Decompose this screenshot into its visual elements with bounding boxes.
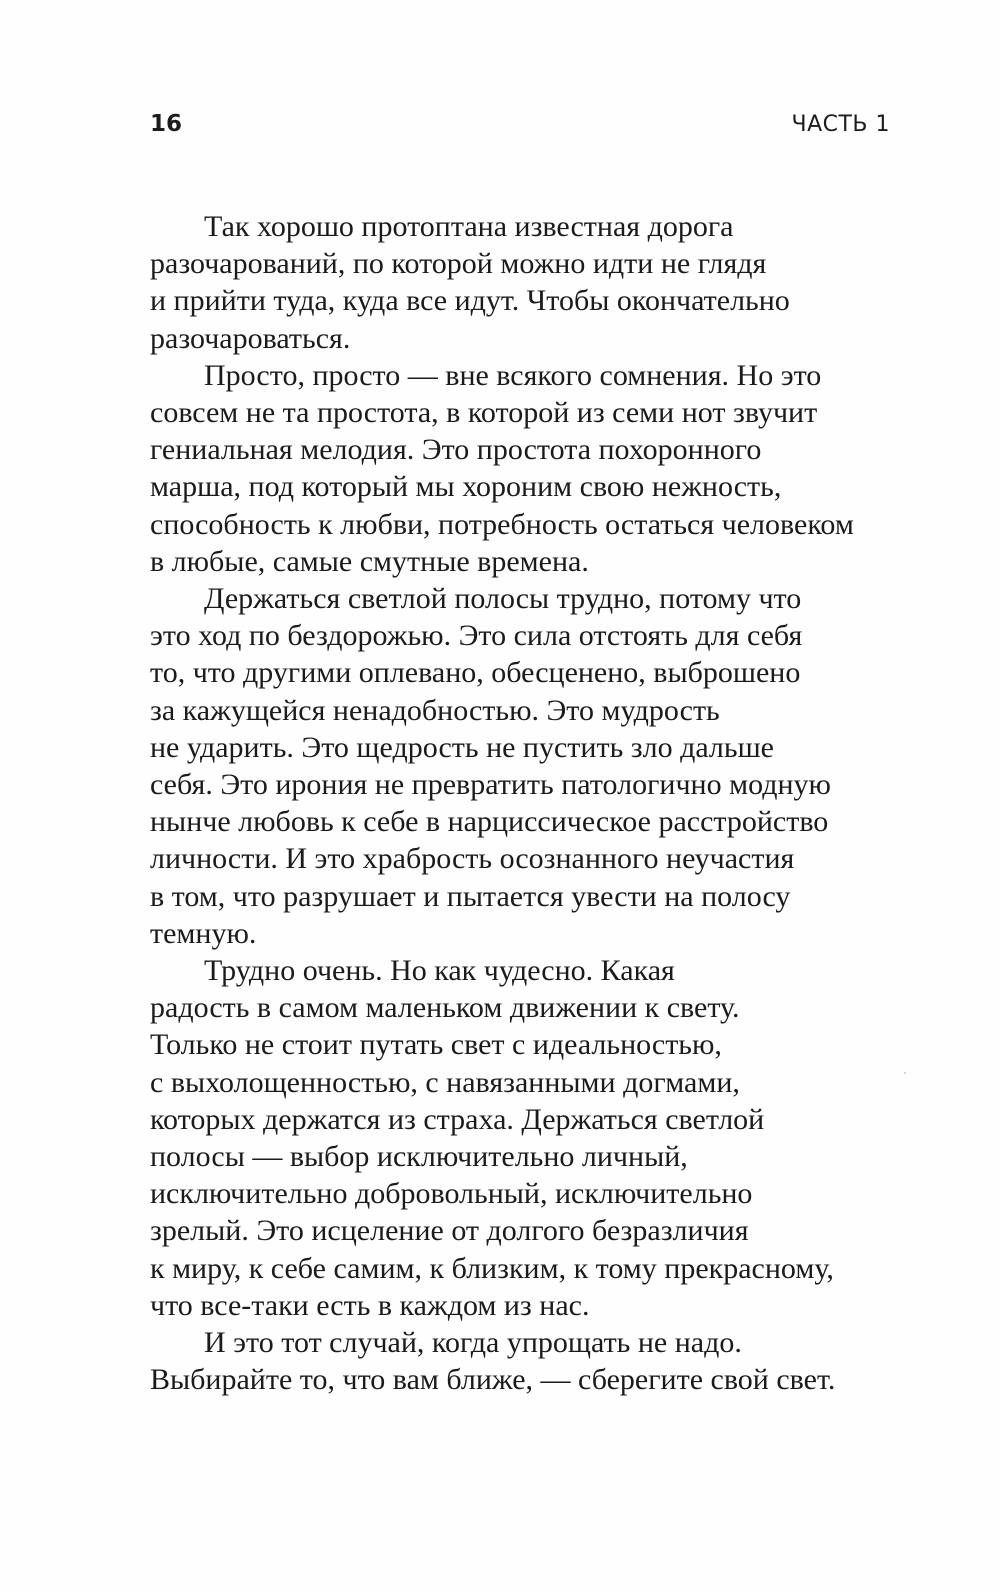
text-line: то, что другими оплевано, обесценено, выброшено — [150, 656, 801, 690]
text-line: Так хорошо протоптана известная дорога — [204, 210, 734, 243]
paragraph — [150, 1324, 895, 1398]
text-line: и прийти туда, куда все идут. Чтобы окончательно — [150, 284, 790, 318]
text-line: в том, что разрушает и пытается увести на полосу — [150, 879, 791, 913]
text-line: к миру, к себе самим, к близким, к тому прекрасному, — [150, 1251, 834, 1285]
text-line: это ход по бездорожью. Это сила отстоять для себя — [150, 619, 803, 653]
text-line: полосы — выбор исключительно личный, — [150, 1140, 688, 1174]
text-line: личности. И это храбрость осознанного неучастия — [150, 842, 795, 876]
text-line: разочарований, по которой можно идти не глядя — [150, 247, 767, 281]
paragraph — [150, 357, 895, 580]
page-header — [150, 104, 890, 144]
paragraph — [150, 952, 895, 1324]
text-line: за кажущейся ненадобностью. Это мудрость — [150, 693, 720, 727]
text-line: разочароваться. — [150, 321, 351, 355]
text-line: Просто, просто — вне всякого сомнения. Но это — [204, 358, 822, 392]
text-line: гениальная мелодия. Это простота похоронного — [150, 433, 762, 467]
text-line: Выбирайте то, что вам ближе, — сберегите свой свет. — [150, 1363, 836, 1397]
text-line: И это тот случай, когда упрощать не надо. — [204, 1326, 742, 1360]
paragraph — [150, 208, 895, 357]
page-number: 16 — [150, 111, 183, 137]
text-line: Держаться светлой полосы трудно, потому что — [204, 582, 802, 616]
text-line: себя. Это ирония не превратить патологично модную — [150, 768, 831, 802]
text-line: радость в самом маленьком движении к свету. — [150, 991, 740, 1025]
body-text — [150, 208, 895, 1399]
text-line: Только не стоит путать свет с идеальностью, — [150, 1028, 722, 1062]
text-line: что все-таки есть в каждом из нас. — [150, 1288, 590, 1322]
text-line: зрелый. Это исцеление от долгого безразличия — [150, 1214, 749, 1248]
text-line: темную. — [150, 916, 257, 950]
text-line: способность к любви, потребность остаться человеком — [150, 507, 854, 541]
paragraph — [150, 580, 895, 952]
text-line: марша, под который мы хороним свою нежность, — [150, 470, 782, 504]
paper-speck — [904, 1072, 906, 1074]
text-line: совсем не та простота, в которой из семи нот звучит — [150, 396, 818, 430]
running-head: ЧАСТЬ 1 — [791, 111, 890, 137]
text-line: с выхолощенностью, с навязанными догмами, — [150, 1065, 740, 1099]
text-line: Трудно очень. Но как чудесно. Какая — [204, 954, 675, 988]
text-line: нынче любовь к себе в нарциссическое расстройство — [150, 805, 829, 839]
text-line: не ударить. Это щедрость не пустить зло дальше — [150, 730, 774, 764]
text-line: которых держатся из страха. Держаться светлой — [150, 1102, 765, 1136]
text-line: исключительно добровольный, исключительно — [150, 1177, 753, 1211]
text-line: в любые, самые смутные времена. — [150, 544, 589, 578]
